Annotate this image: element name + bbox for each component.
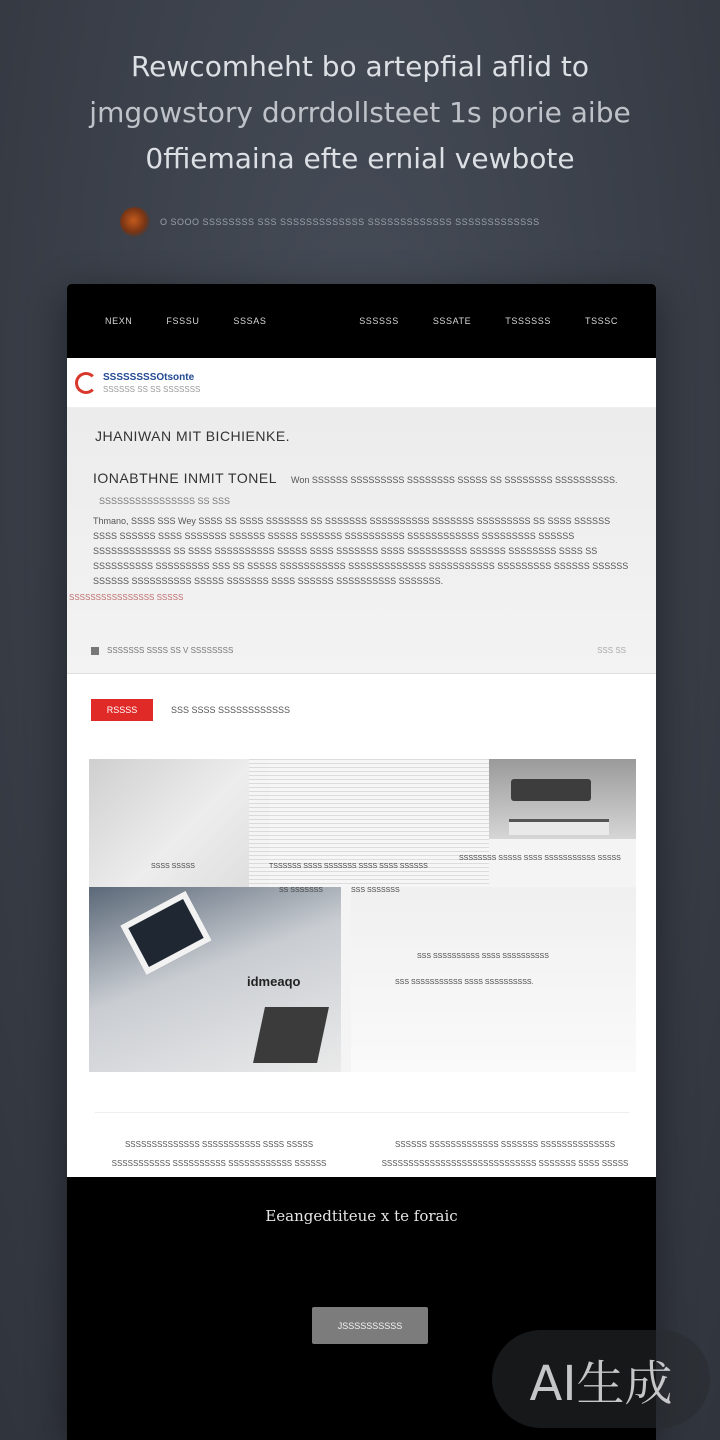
nav-item-7[interactable]: TSSSC xyxy=(584,316,618,326)
hero-caption xyxy=(91,646,233,655)
collage-caption-8: SSS SSSSSSSSSSS SSSS SSSSSSSSSS. xyxy=(395,979,534,986)
headline xyxy=(40,44,680,182)
nav-item-1[interactable]: NEXN xyxy=(105,316,133,326)
secondary-link[interactable]: SSS SSSS SSSSSSSSSSSS xyxy=(171,705,291,715)
photo-tile-3[interactable] xyxy=(489,759,636,839)
action-row xyxy=(67,674,656,746)
hero-subtitle: IONABTHNE INMIT TONEL xyxy=(93,470,277,486)
headline-line-1: Rewcomheht bo artepfial aflid to xyxy=(130,50,589,83)
footer-title: Eeangedtiteue x te foraic xyxy=(265,1207,458,1225)
hero-caption-text: SSSSSSS SSSS SS V SSSSSSSS xyxy=(107,646,234,655)
hero-tag: SSSSSSSSSSSSSSSS SSSSS xyxy=(69,593,184,602)
website-preview xyxy=(67,284,656,1440)
device-image xyxy=(511,779,591,801)
top-navigation xyxy=(67,284,656,358)
hero-pager[interactable]: SSS SS xyxy=(597,646,626,655)
square-icon xyxy=(91,647,99,655)
hero-title: JHANIWAN MIT BICHIENKE. xyxy=(95,428,291,444)
text-column-left: SSSSSSSSSSSSSS SSSSSSSSSSS SSSS SSSSS SSSSSSSSSSS SSSSSSSSSS SSSSSSSSSSSS SSSSSS xyxy=(111,1140,327,1168)
collage-caption-1: SSSS SSSSS xyxy=(151,863,195,870)
nav-item-5[interactable]: SSSATE xyxy=(432,316,472,326)
footer-button[interactable]: JSSSSSSSSSS xyxy=(312,1307,428,1344)
collage-caption-5: SSS SSSSSSS xyxy=(351,887,400,894)
headline-line-3: 0ffiemaina efte ernial vewbote xyxy=(145,142,575,175)
collage-caption-2: TSSSSSS SSSS SSSSSSS SSSS SSSS SSSSSS xyxy=(269,863,428,870)
nav-item-6[interactable]: TSSSSSS xyxy=(505,316,551,326)
image-collage xyxy=(89,759,636,1072)
card-image xyxy=(120,891,212,975)
brand-bar xyxy=(67,358,656,408)
hero-subnote: Won SSSSSS SSSSSSSSS SSSSSSSS SSSSS SS SSSSSSSS SSSSSSSSSS. xyxy=(290,475,618,485)
shelf-image xyxy=(509,819,609,835)
logo-icon[interactable] xyxy=(75,372,97,394)
headline-line-2: jmgowstory dorrdollsteet 1s porie aibe xyxy=(89,96,631,129)
stack-image xyxy=(253,1007,329,1063)
primary-button[interactable]: RSSSS xyxy=(91,699,153,721)
collage-caption-7: SSS SSSSSSSSSS SSSS SSSSSSSSSS xyxy=(417,953,549,960)
byline xyxy=(120,206,610,238)
collage-caption-3: SSSSSSSS SSSSS SSSS SSSSSSSSSSS SSSSS xyxy=(459,855,621,862)
photo-tile-4[interactable] xyxy=(89,887,341,1072)
watermark: AI生成 xyxy=(492,1330,710,1428)
nav-item-4[interactable]: SSSSSS xyxy=(359,316,399,326)
collage-caption-6: idmeaqo xyxy=(247,974,301,989)
text-column-right: SSSSSS SSSSSSSSSSSSS SSSSSSS SSSSSSSSSSSSSS SSSSSSSSSSSSSSSSSSSSSSSSSSSSS SSSSSSS SSSS SSSSS xyxy=(381,1140,629,1168)
brand-name[interactable]: SSSSSSSSOtsonte xyxy=(103,371,195,383)
nav-item-3[interactable]: SSSAS xyxy=(233,316,267,326)
hero-body: Thmano, SSSS SSS Wey SSSS SS SSSS SSSSSSS SS SSSSSSS SSSSSSSSSS SSSSSSS SSSSSSSSS SS SSSS SSSSSS SSSS SSSSSS SSSS SSSSSSS SSSSSS SSSSS SSSSSSS SSSSSSSSSS SSSSSSSSSSSS SSSSSSSSS SSSSSS SSSSSSSSSSSSS SS SSSS SSSSSSSSSS SSSSS SSSS SSSSSSS SSSS SSSSSSSSSS SSSSSS SSSSSSSS SSSS SS SSSSSSSSSS SSSSSSSSS SSS SS SSSSS SSSSSSSSSSS SSSSSSSSSSSSS SSSSSSSSSSS SSSSSSSSS SSSSSS SSSSSS SSSSSS SSSSSSSSSS SSSSS SSSSSSS SSSS SSSSSS SSSSSSSSSS SSSSSSS. xyxy=(93,516,629,586)
author-avatar xyxy=(120,207,150,237)
brand-tagline: SSSSSS SS SS SSSSSSS xyxy=(103,384,201,394)
byline-text: O SOOO SSSSSSSS SSS SSSSSSSSSSSSS SSSSSSSSSSSSS SSSSSSSSSSSSS xyxy=(160,217,540,227)
nav-item-2[interactable]: FSSSU xyxy=(166,316,200,326)
collage-caption-4: SS SSSSSSS xyxy=(279,887,323,894)
hero-section xyxy=(67,408,656,674)
hero-meta: SSSSSSSSSSSSSSSS SS SSS xyxy=(99,496,231,506)
